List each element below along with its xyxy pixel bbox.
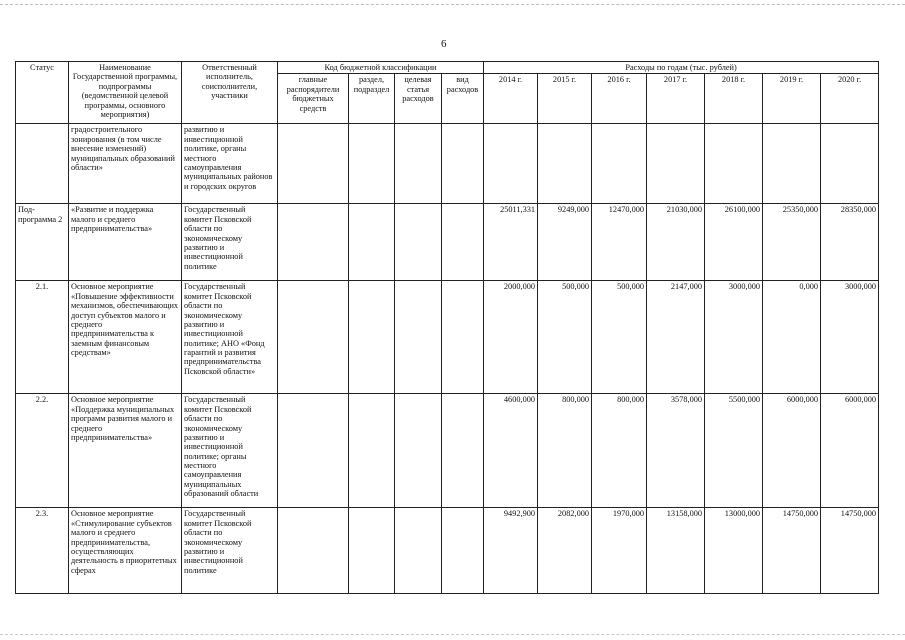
row-status: 2.1.	[16, 281, 69, 394]
value-2015: 2082,000	[538, 508, 592, 594]
expenses-header: Расходы по годам (тыс. рублей)	[484, 62, 879, 74]
value-2018: 26100,000	[705, 204, 763, 281]
value-2015: 800,000	[538, 394, 592, 508]
scan-edge-top	[0, 4, 905, 5]
value-2017: 3578,000	[647, 394, 705, 508]
row-name: «Развитие и поддержка малого и среднего предпринимательства»	[69, 204, 182, 281]
code-cell	[349, 394, 395, 508]
executor-header: Ответственный исполнитель, соисполнители, участники	[182, 62, 278, 124]
value-2014: 2000,000	[484, 281, 538, 394]
value-2017: 21030,000	[647, 204, 705, 281]
row-executor: развитию и инвестиционной политике, органы местного самоуправления муниципальных районов и городских округов	[182, 124, 278, 204]
row-executor: Государственный комитет Псковской области по экономическому развитию и инвестиционной политике	[182, 508, 278, 594]
row-status: 2.2.	[16, 394, 69, 508]
year-header-2015: 2015 г.	[538, 74, 592, 124]
code-cell	[278, 281, 349, 394]
value-2016: 12470,000	[592, 204, 647, 281]
row-executor: Государственный комитет Псковской области по экономическому развитию и инвестиционной политике; АНО «Фонд гарантий и развития предпринимательства Псковской области»	[182, 281, 278, 394]
value-2016: 800,000	[592, 394, 647, 508]
code-cell	[442, 124, 484, 204]
value-2015: 9249,000	[538, 204, 592, 281]
row-name: Основное мероприятие «Стимулирование субъектов малого и среднего предпринимательства, осуществляющих деятельность в приоритетных сферах	[69, 508, 182, 594]
row-name: Основное мероприятие «Поддержка муниципальных программ развития малого и среднего предпринимательства»	[69, 394, 182, 508]
value-2017	[647, 124, 705, 204]
value-2019: 6000,000	[763, 394, 821, 508]
value-2019: 25350,000	[763, 204, 821, 281]
value-2014	[484, 124, 538, 204]
value-2019: 14750,000	[763, 508, 821, 594]
code-cell	[395, 204, 442, 281]
year-header-2018: 2018 г.	[705, 74, 763, 124]
value-2014: 25011,331	[484, 204, 538, 281]
year-header-2016: 2016 г.	[592, 74, 647, 124]
value-2020: 14750,000	[821, 508, 879, 594]
code-cell	[442, 281, 484, 394]
code-cell	[278, 508, 349, 594]
code-cell	[395, 281, 442, 394]
table-row	[16, 281, 879, 394]
value-2020	[821, 124, 879, 204]
code-cell	[349, 204, 395, 281]
code-header-target-article: целевая статья расходов	[395, 74, 442, 124]
value-2014: 9492,900	[484, 508, 538, 594]
code-cell	[349, 508, 395, 594]
value-2018: 13000,000	[705, 508, 763, 594]
year-header-2019: 2019 г.	[763, 74, 821, 124]
value-2014: 4600,000	[484, 394, 538, 508]
budget-table	[15, 61, 879, 594]
row-executor: Государственный комитет Псковской области по экономическому развитию и инвестиционной политике; органы местного самоуправления муниципальных образований области	[182, 394, 278, 508]
name-header: Наименование Государственной программы, подпрограммы (ведомственной целевой программы, основного мероприятия)	[69, 62, 182, 124]
code-cell	[442, 508, 484, 594]
code-cell	[349, 281, 395, 394]
row-status: Под-программа 2	[16, 204, 69, 281]
value-2018: 5500,000	[705, 394, 763, 508]
year-header-2014: 2014 г.	[484, 74, 538, 124]
code-cell	[278, 124, 349, 204]
value-2016: 500,000	[592, 281, 647, 394]
table-row	[16, 508, 879, 594]
year-header-2020: 2020 г.	[821, 74, 879, 124]
value-2017: 13158,000	[647, 508, 705, 594]
value-2018: 3000,000	[705, 281, 763, 394]
value-2020: 6000,000	[821, 394, 879, 508]
value-2015: 500,000	[538, 281, 592, 394]
value-2016	[592, 124, 647, 204]
code-cell	[278, 204, 349, 281]
code-cell	[442, 394, 484, 508]
value-2020: 3000,000	[821, 281, 879, 394]
value-2017: 2147,000	[647, 281, 705, 394]
year-header-2017: 2017 г.	[647, 74, 705, 124]
value-2019	[763, 124, 821, 204]
row-status: 2.3.	[16, 508, 69, 594]
row-status	[16, 124, 69, 204]
code-header-main-managers: главные распорядители бюджетных средств	[278, 74, 349, 124]
code-cell	[349, 124, 395, 204]
value-2015	[538, 124, 592, 204]
value-2018	[705, 124, 763, 204]
status-header: Статус	[16, 62, 69, 124]
value-2020: 28350,000	[821, 204, 879, 281]
code-cell	[395, 124, 442, 204]
page-number: 6	[441, 38, 447, 50]
table-row	[16, 204, 879, 281]
value-2019: 0,000	[763, 281, 821, 394]
code-cell	[395, 394, 442, 508]
code-cell	[395, 508, 442, 594]
row-name: градостроительного зонирования (в том числе внесение изменений) муниципальных образований области»	[69, 124, 182, 204]
scan-edge-bottom	[0, 634, 905, 635]
table-row	[16, 124, 879, 204]
code-header-section: раздел, подраздел	[349, 74, 395, 124]
header-row-1	[16, 62, 879, 74]
code-cell	[442, 204, 484, 281]
code-cell	[278, 394, 349, 508]
code-header-expense-type: вид расходов	[442, 74, 484, 124]
table-row	[16, 394, 879, 508]
value-2016: 1970,000	[592, 508, 647, 594]
row-name: Основное мероприятие «Повышение эффективности механизмов, обеспечивающих доступ субъектов малого и среднего предпринимательства к заемным финансовым средствам»	[69, 281, 182, 394]
row-executor: Государственный комитет Псковской области по экономическому развитию и инвестиционной политике	[182, 204, 278, 281]
budget-code-header: Код бюджетной классификации	[278, 62, 484, 74]
